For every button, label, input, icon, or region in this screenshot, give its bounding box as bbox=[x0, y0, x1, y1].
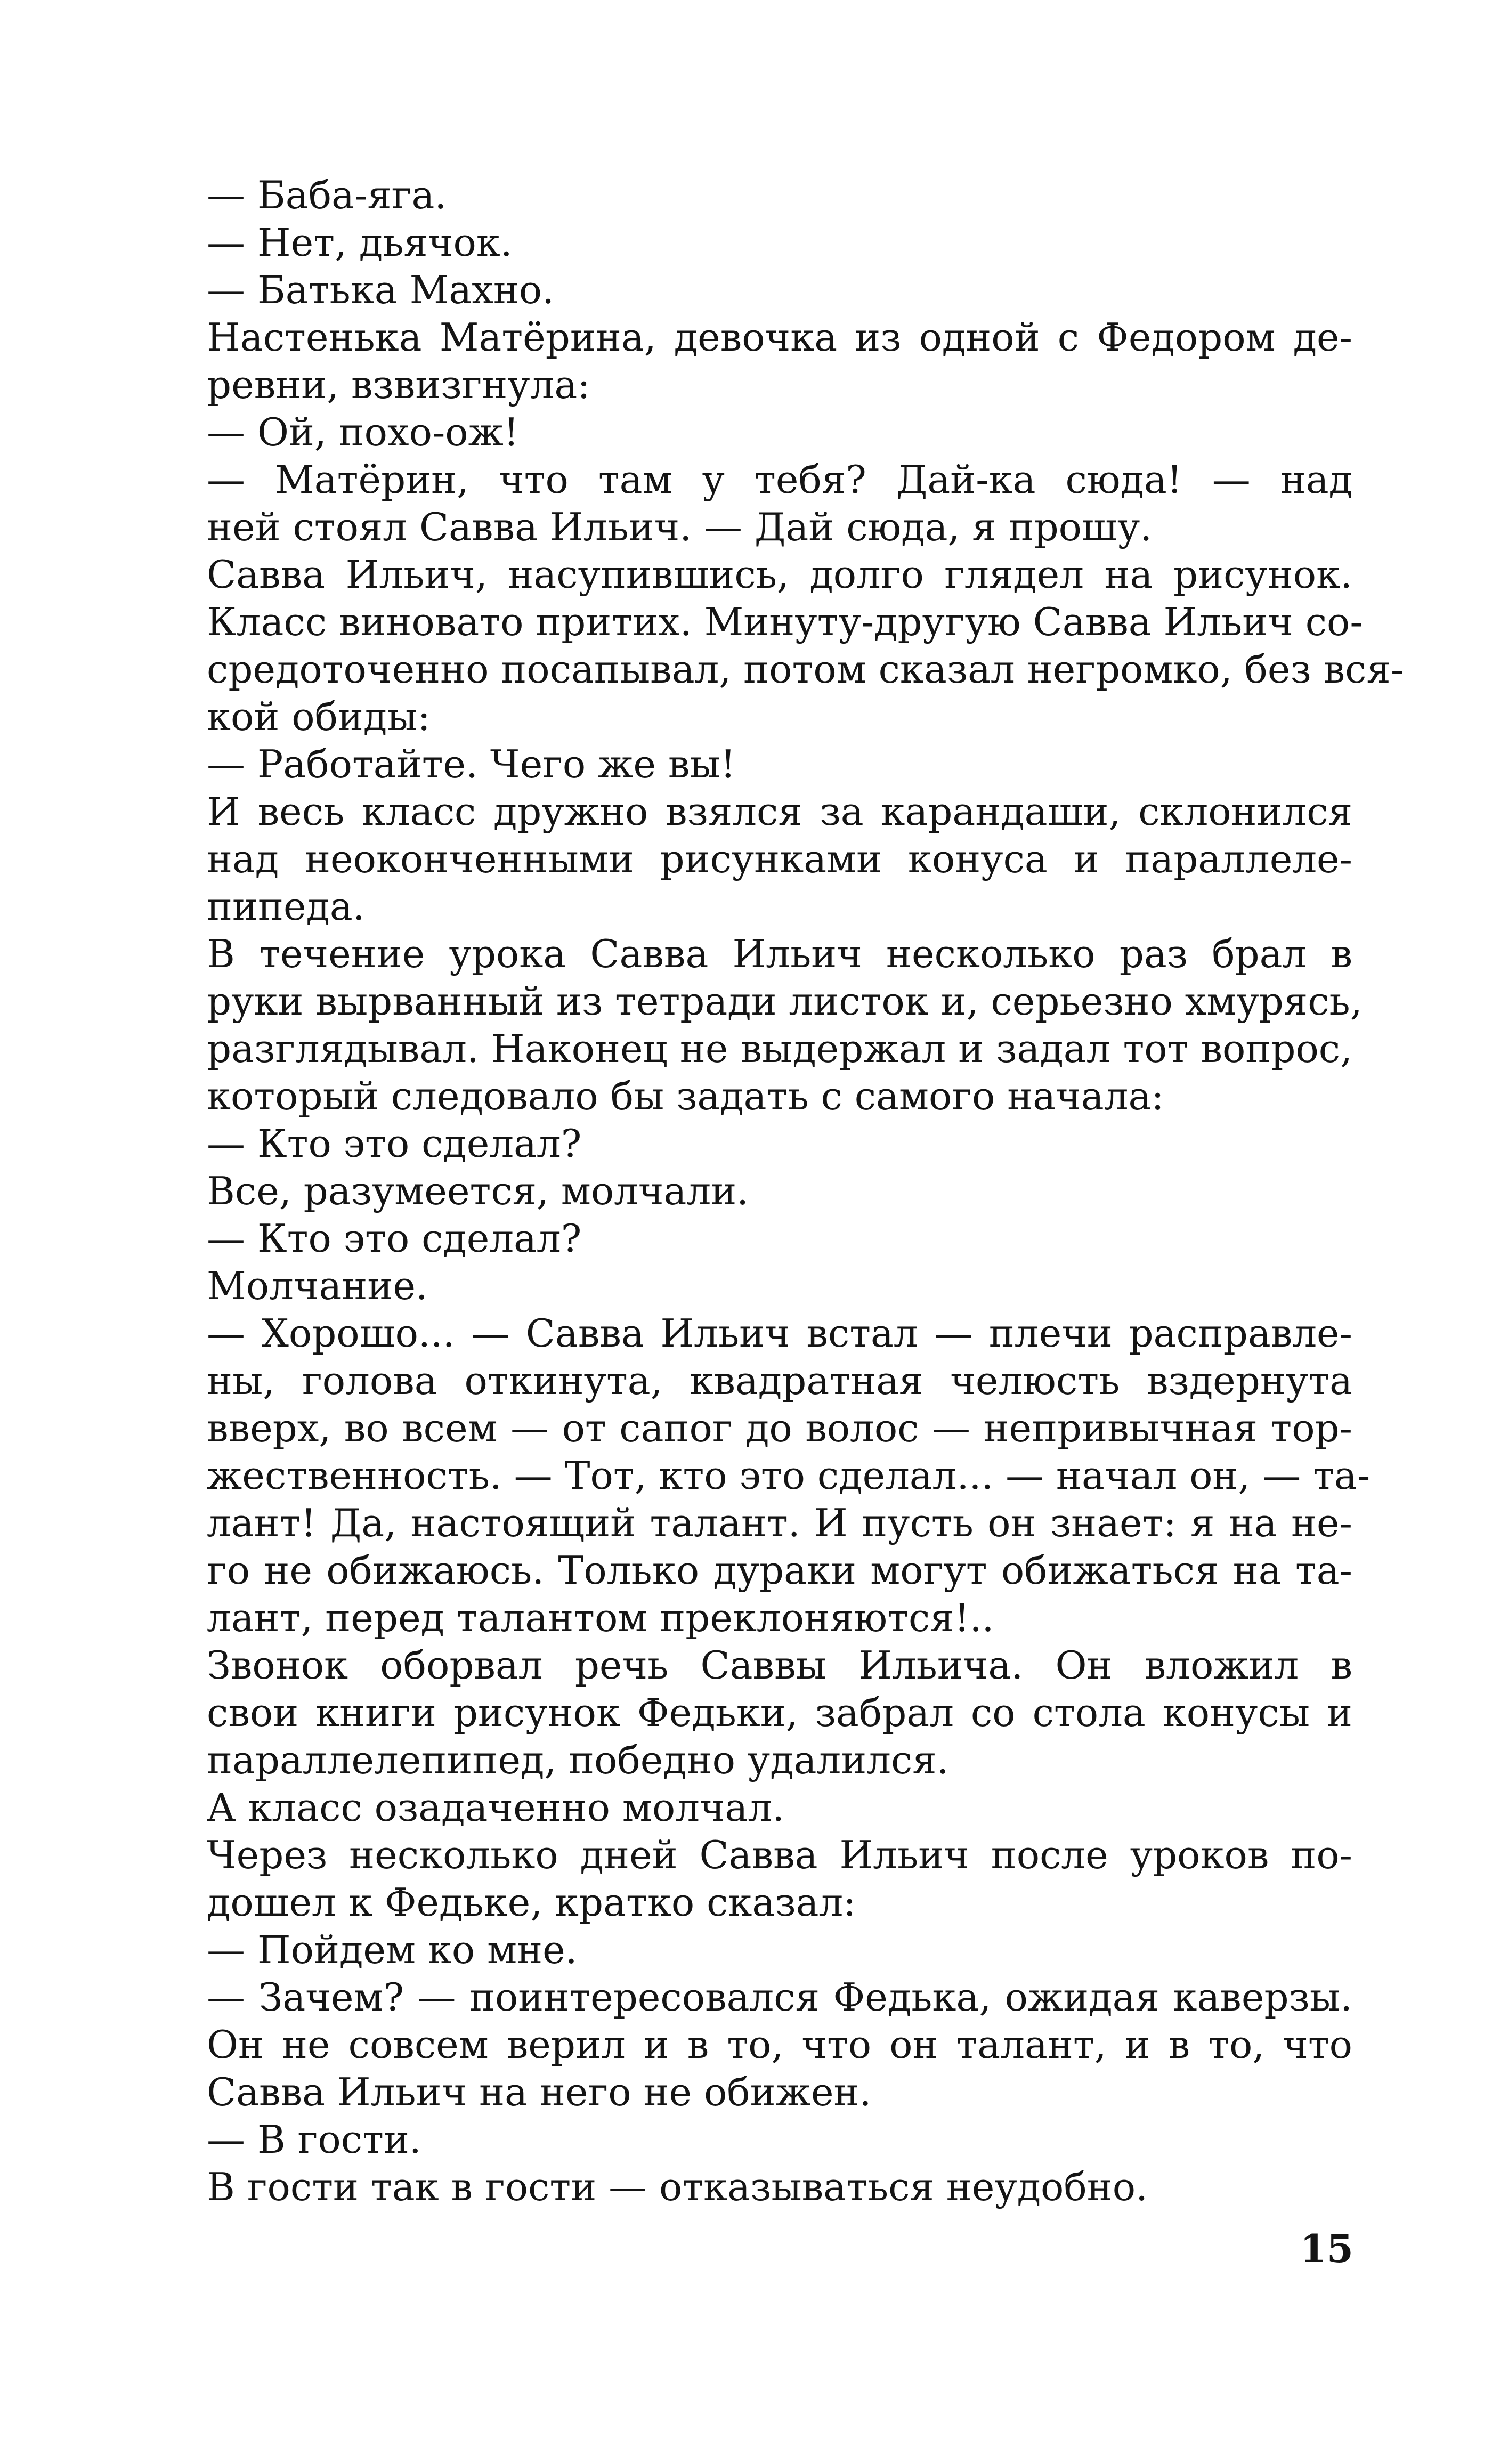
text-line: го не обижаюсь. Только дураки могут обижаться на та- bbox=[207, 1548, 1352, 1593]
text-line: Он не совсем верил и в то, что он талант, и в то, что bbox=[207, 2022, 1352, 2067]
text-line: Звонок оборвал речь Саввы Ильича. Он вложил в bbox=[207, 1643, 1352, 1688]
text-line: который следовало бы задать с самого начала: bbox=[207, 1074, 1164, 1118]
text-line: В гости так в гости — отказываться неудобно. bbox=[207, 2165, 1148, 2209]
text-line: А класс озадаченно молчал. bbox=[207, 1785, 785, 1830]
text-line: Класс виновато притих. Минуту-другую Савва Ильич со- bbox=[207, 599, 1363, 644]
text-line: лант! Да, настоящий талант. И пусть он знает: я на не- bbox=[207, 1501, 1352, 1545]
text-line: Через несколько дней Савва Ильич после уроков по- bbox=[207, 1833, 1352, 1877]
text-line: лант, перед талантом преклоняются!.. bbox=[207, 1595, 994, 1640]
text-line: Все, разумеется, молчали. bbox=[207, 1169, 749, 1213]
text-line: — Зачем? — поинтересовался Федька, ожидая каверзы. bbox=[207, 1975, 1352, 2020]
text-line: Настенька Матёрина, девочка из одной с Федором де- bbox=[207, 315, 1352, 360]
text-line: руки вырванный из тетради листок и, серьезно хмурясь, bbox=[207, 979, 1363, 1024]
text-line: вверх, во всем — от сапог до волос — непривычная тор- bbox=[207, 1406, 1352, 1450]
text-line: разглядывал. Наконец не выдержал и задал тот вопрос, bbox=[207, 1026, 1352, 1071]
text-line: — Ой, похо-ож! bbox=[207, 410, 519, 455]
text-line: И весь класс дружно взялся за карандаши, склонился bbox=[207, 789, 1352, 834]
text-line: Савва Ильич, насупившись, долго глядел на рисунок. bbox=[207, 552, 1352, 597]
text-line: кой обиды: bbox=[207, 694, 431, 739]
page-number: 15 bbox=[1300, 2226, 1353, 2271]
text-line: — Баба-яга. bbox=[207, 173, 447, 217]
text-line: — В гости. bbox=[207, 2117, 421, 2162]
text-line: ревни, взвизгнула: bbox=[207, 362, 590, 407]
text-line: жественность. — Тот, кто это сделал... — начал он, — та- bbox=[207, 1453, 1371, 1498]
text-line: — Кто это сделал? bbox=[207, 1121, 582, 1166]
text-line: — Работайте. Чего же вы! bbox=[207, 742, 736, 787]
text-line: ней стоял Савва Ильич. — Дай сюда, я прошу. bbox=[207, 505, 1153, 549]
text-line: над неоконченными рисунками конуса и параллеле- bbox=[207, 837, 1352, 881]
text-line: — Нет, дьячок. bbox=[207, 220, 513, 265]
text-line: — Пойдем ко мне. bbox=[207, 1927, 578, 1972]
text-line: В течение урока Савва Ильич несколько раз брал в bbox=[207, 931, 1352, 976]
body-text bbox=[207, 172, 1404, 2211]
text-line: ны, голова откинута, квадратная челюсть вздернута bbox=[207, 1358, 1352, 1403]
text-line: — Батька Махно. bbox=[207, 268, 555, 312]
text-line: параллелепипед, победно удалился. bbox=[207, 1738, 949, 1782]
text-line: средоточенно посапывал, потом сказал негромко, без вся- bbox=[207, 647, 1404, 692]
text-line: — Матёрин, что там у тебя? Дай-ка сюда! — над bbox=[207, 457, 1352, 502]
text-line: дошел к Федьке, кратко сказал: bbox=[207, 1880, 856, 1925]
text-line: Савва Ильич на него не обижен. bbox=[207, 2070, 872, 2114]
text-line: свои книги рисунок Федьки, забрал со стола конусы и bbox=[207, 1690, 1352, 1735]
text-line: пипеда. bbox=[207, 884, 365, 929]
text-line: — Хорошо... — Савва Ильич встал — плечи расправле- bbox=[207, 1311, 1352, 1356]
text-line: Молчание. bbox=[207, 1263, 428, 1308]
text-line: — Кто это сделал? bbox=[207, 1216, 582, 1261]
